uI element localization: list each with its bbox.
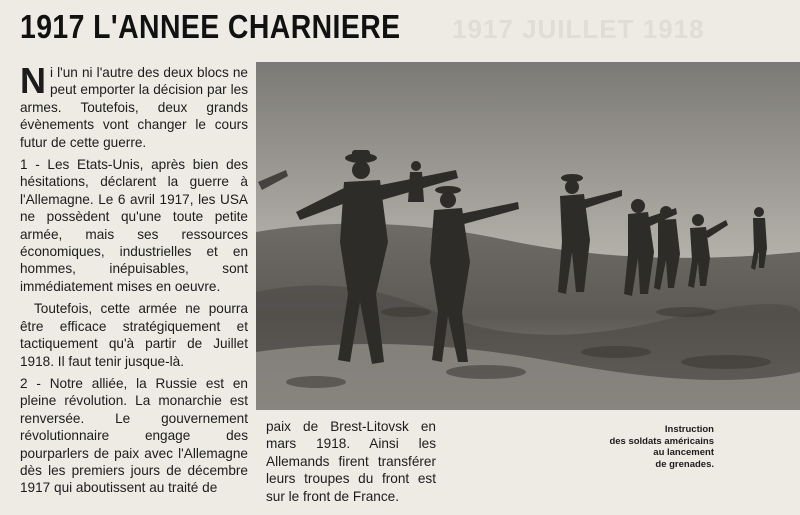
intro-text: i l'un ni l'autre des deux blocs ne peut emporter la décision par les armes. Toutefois, deux grands évènements vont changer le cours futur de cette guerre.	[20, 65, 248, 150]
point-1-continuation: Toutefois, cette armée ne pourra être efficace stratégiquement et tactiquement qu'à partir de Juillet 1918. Il faut tenir jusque-là.	[20, 301, 248, 369]
photo-caption: Instruction des soldats américains au lancement de grenades.	[609, 424, 714, 470]
ghost-header-text: 1917 JUILLET 1918	[452, 14, 705, 44]
article-left-column	[20, 60, 248, 502]
intro-paragraph	[20, 60, 248, 151]
point-2-paragraph: 2 - Notre alliée, la Russie est en pleine révolution. La monarchie est renversée. Le gouvernement révolutionnaire engage des pourparlers de paix avec l'Allemagne dès les premiers jours de décembre 1917 qui aboutissent au traité de	[20, 375, 248, 496]
page-title: 1917 L'ANNEE CHARNIERE	[20, 8, 401, 45]
drop-cap: N	[20, 60, 46, 101]
point-1-paragraph: 1 - Les Etats-Unis, après bien des hésitations, déclarent la guerre à l'Allemagne. Le 6 avril 1917, les USA ne possèdent qu'une toute petite armée, mais ses ressources économiques, industrielles et en hommes, inépuisables, sont immédiatement mises en oeuvre.	[20, 157, 248, 294]
soldiers-photo	[256, 62, 800, 410]
article-middle-column: paix de Brest-Litovsk en mars 1918. Ainsi les Allemands firent transférer leurs troupes du front est sur le front de France.	[266, 419, 436, 504]
